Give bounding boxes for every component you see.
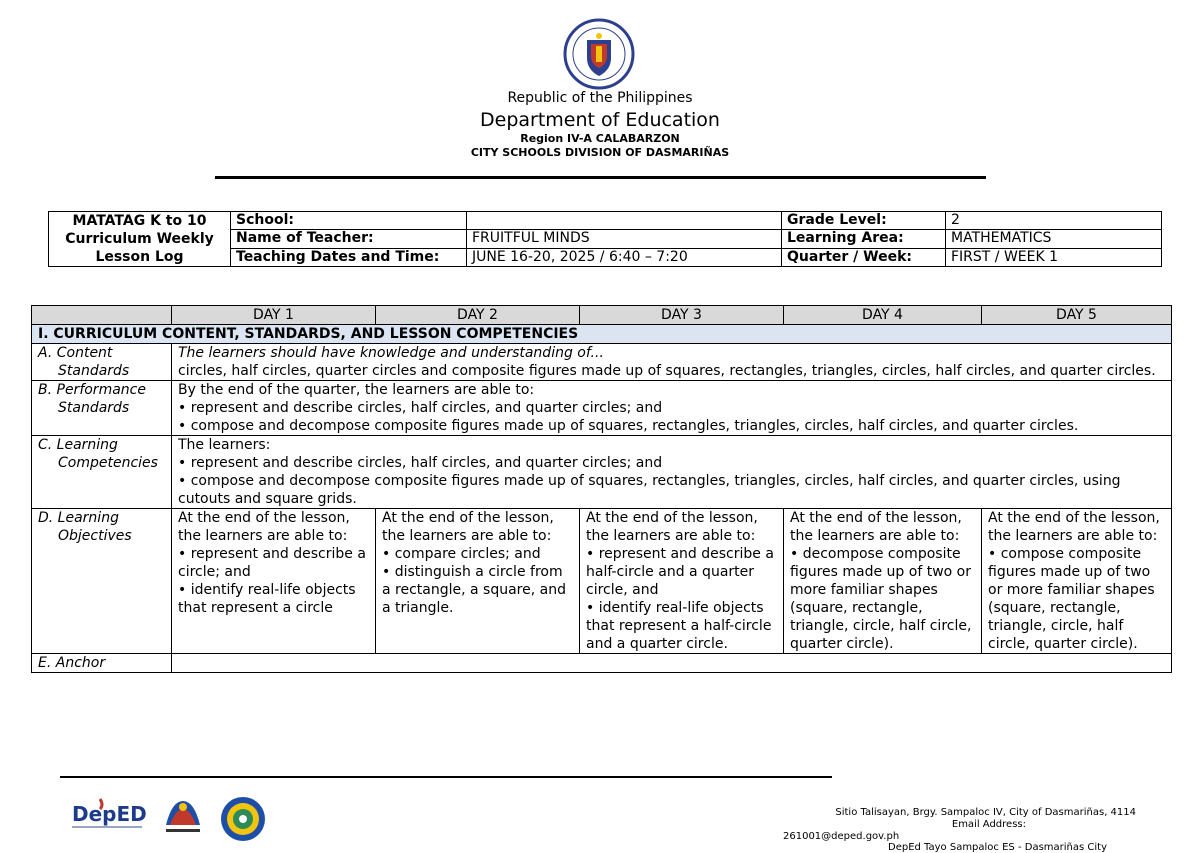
learning-objectives-row <box>32 509 1172 654</box>
footer-divider <box>60 776 832 778</box>
day-2-header: DAY 2 <box>376 306 580 325</box>
republic-heading: Republic of the Philippines <box>507 90 693 106</box>
school-label: School: <box>231 212 467 230</box>
anchor-label: E. Anchor <box>32 654 172 673</box>
svg-text:DepED: DepED <box>72 802 147 826</box>
division-heading: CITY SCHOOLS DIVISION OF DASMARIÑAS <box>470 146 730 159</box>
performance-standards-text: By the end of the quarter, the learners are able to: • represent and describe circles, half circles, and quarter circles; and • compose and decompose composite figures made up of squares, rectangles, triangles, circles, half circles, and quarter circles. <box>172 381 1172 436</box>
teacher-label: Name of Teacher: <box>231 230 467 248</box>
deped-logo-icon <box>70 795 150 835</box>
day-5-objectives: At the end of the lesson, the learners are able to: • compose composite figures made up of two or more familiar shapes (square, rectangle, triangle, circle, half circle, quarter circle). <box>982 509 1172 654</box>
quarter-week-label: Quarter / Week: <box>782 248 946 266</box>
school-value <box>467 212 782 230</box>
day-3-header: DAY 3 <box>580 306 784 325</box>
department-heading: Department of Education <box>480 109 720 131</box>
grade-level-value: 2 <box>946 212 1162 230</box>
header-divider <box>215 176 986 179</box>
learning-competencies-row <box>32 436 1172 509</box>
email-address: 261001@deped.gov.ph <box>783 831 900 842</box>
performance-standards-label: B. Performance Standards <box>32 381 172 436</box>
learning-competencies-label: C. Learning Competencies <box>32 436 172 509</box>
day-2-objectives: At the end of the lesson, the learners are able to: • compare circles; and • distinguish a circle from a rectangle, a square, and a triangle. <box>376 509 580 654</box>
deped-seal-icon <box>563 18 635 90</box>
learning-area-label: Learning Area: <box>782 230 946 248</box>
learning-area-value: MATHEMATICS <box>946 230 1162 248</box>
lesson-info-table <box>48 211 1162 267</box>
teaching-dates-label: Teaching Dates and Time: <box>231 248 467 266</box>
school-address: Sitio Talisayan, Brgy. Sampaloc IV, City of Dasmariñas, 4114 <box>835 807 1136 818</box>
day-4-objectives: At the end of the lesson, the learners are able to: • decompose composite figures made up of two or more familiar shapes (square, rectangle, triangle, circle, half circle, quarter circle). <box>784 509 982 654</box>
grade-level-label: Grade Level: <box>782 212 946 230</box>
teacher-value: FRUITFUL MINDS <box>467 230 782 248</box>
bagong-pilipinas-logo-icon <box>158 795 208 839</box>
content-standards-row <box>32 344 1172 381</box>
quarter-week-value: FIRST / WEEK 1 <box>946 248 1162 266</box>
section-heading-row <box>32 325 1172 344</box>
lesson-log-title: MATATAG K to 10 Curriculum Weekly Lesson Log <box>49 212 231 267</box>
email-label: Email Address: <box>951 819 1026 830</box>
anchor-row <box>32 654 1172 673</box>
region-heading: Region IV-A CALABARZON <box>520 132 680 145</box>
day-3-objectives: At the end of the lesson, the learners are able to: • represent and describe a half-circle and a quarter circle, and • identify real-life objects that represent a half-circle and a quarter circle. <box>580 509 784 654</box>
day-1-objectives: At the end of the lesson, the learners are able to: • represent and describe a circle; and • identify real-life objects that represent a circle <box>172 509 376 654</box>
day-1-header: DAY 1 <box>172 306 376 325</box>
learning-objectives-label: D. Learning Objectives <box>32 509 172 654</box>
performance-standards-row <box>32 381 1172 436</box>
content-standards-label: A. Content Standards <box>32 344 172 381</box>
day-5-header: DAY 5 <box>982 306 1172 325</box>
lesson-plan-table <box>31 305 1172 673</box>
teaching-dates-value: JUNE 16-20, 2025 / 6:40 – 7:20 <box>467 248 782 266</box>
day-4-header: DAY 4 <box>784 306 982 325</box>
school-seal-icon <box>219 795 267 843</box>
day-header-row <box>32 306 1172 325</box>
learning-competencies-text: The learners: • represent and describe circles, half circles, and quarter circles; and • compose and decompose composite figures made up of squares, rectangles, triangles, circles, half circles, and quarter circles, using cutouts and square grids. <box>172 436 1172 509</box>
day-header-blank <box>32 306 172 325</box>
section-1-heading: I. CURRICULUM CONTENT, STANDARDS, AND LESSON COMPETENCIES <box>32 325 1172 344</box>
anchor-content <box>172 654 1172 673</box>
facebook-page: DepEd Tayo Sampaloc ES - Dasmariñas City <box>888 842 1107 853</box>
content-standards-text: The learners should have knowledge and understanding of... circles, half circles, quarter circles and composite figures made up of squares, rectangles, triangles, circles, half circles, and quarter circles. <box>172 344 1172 381</box>
